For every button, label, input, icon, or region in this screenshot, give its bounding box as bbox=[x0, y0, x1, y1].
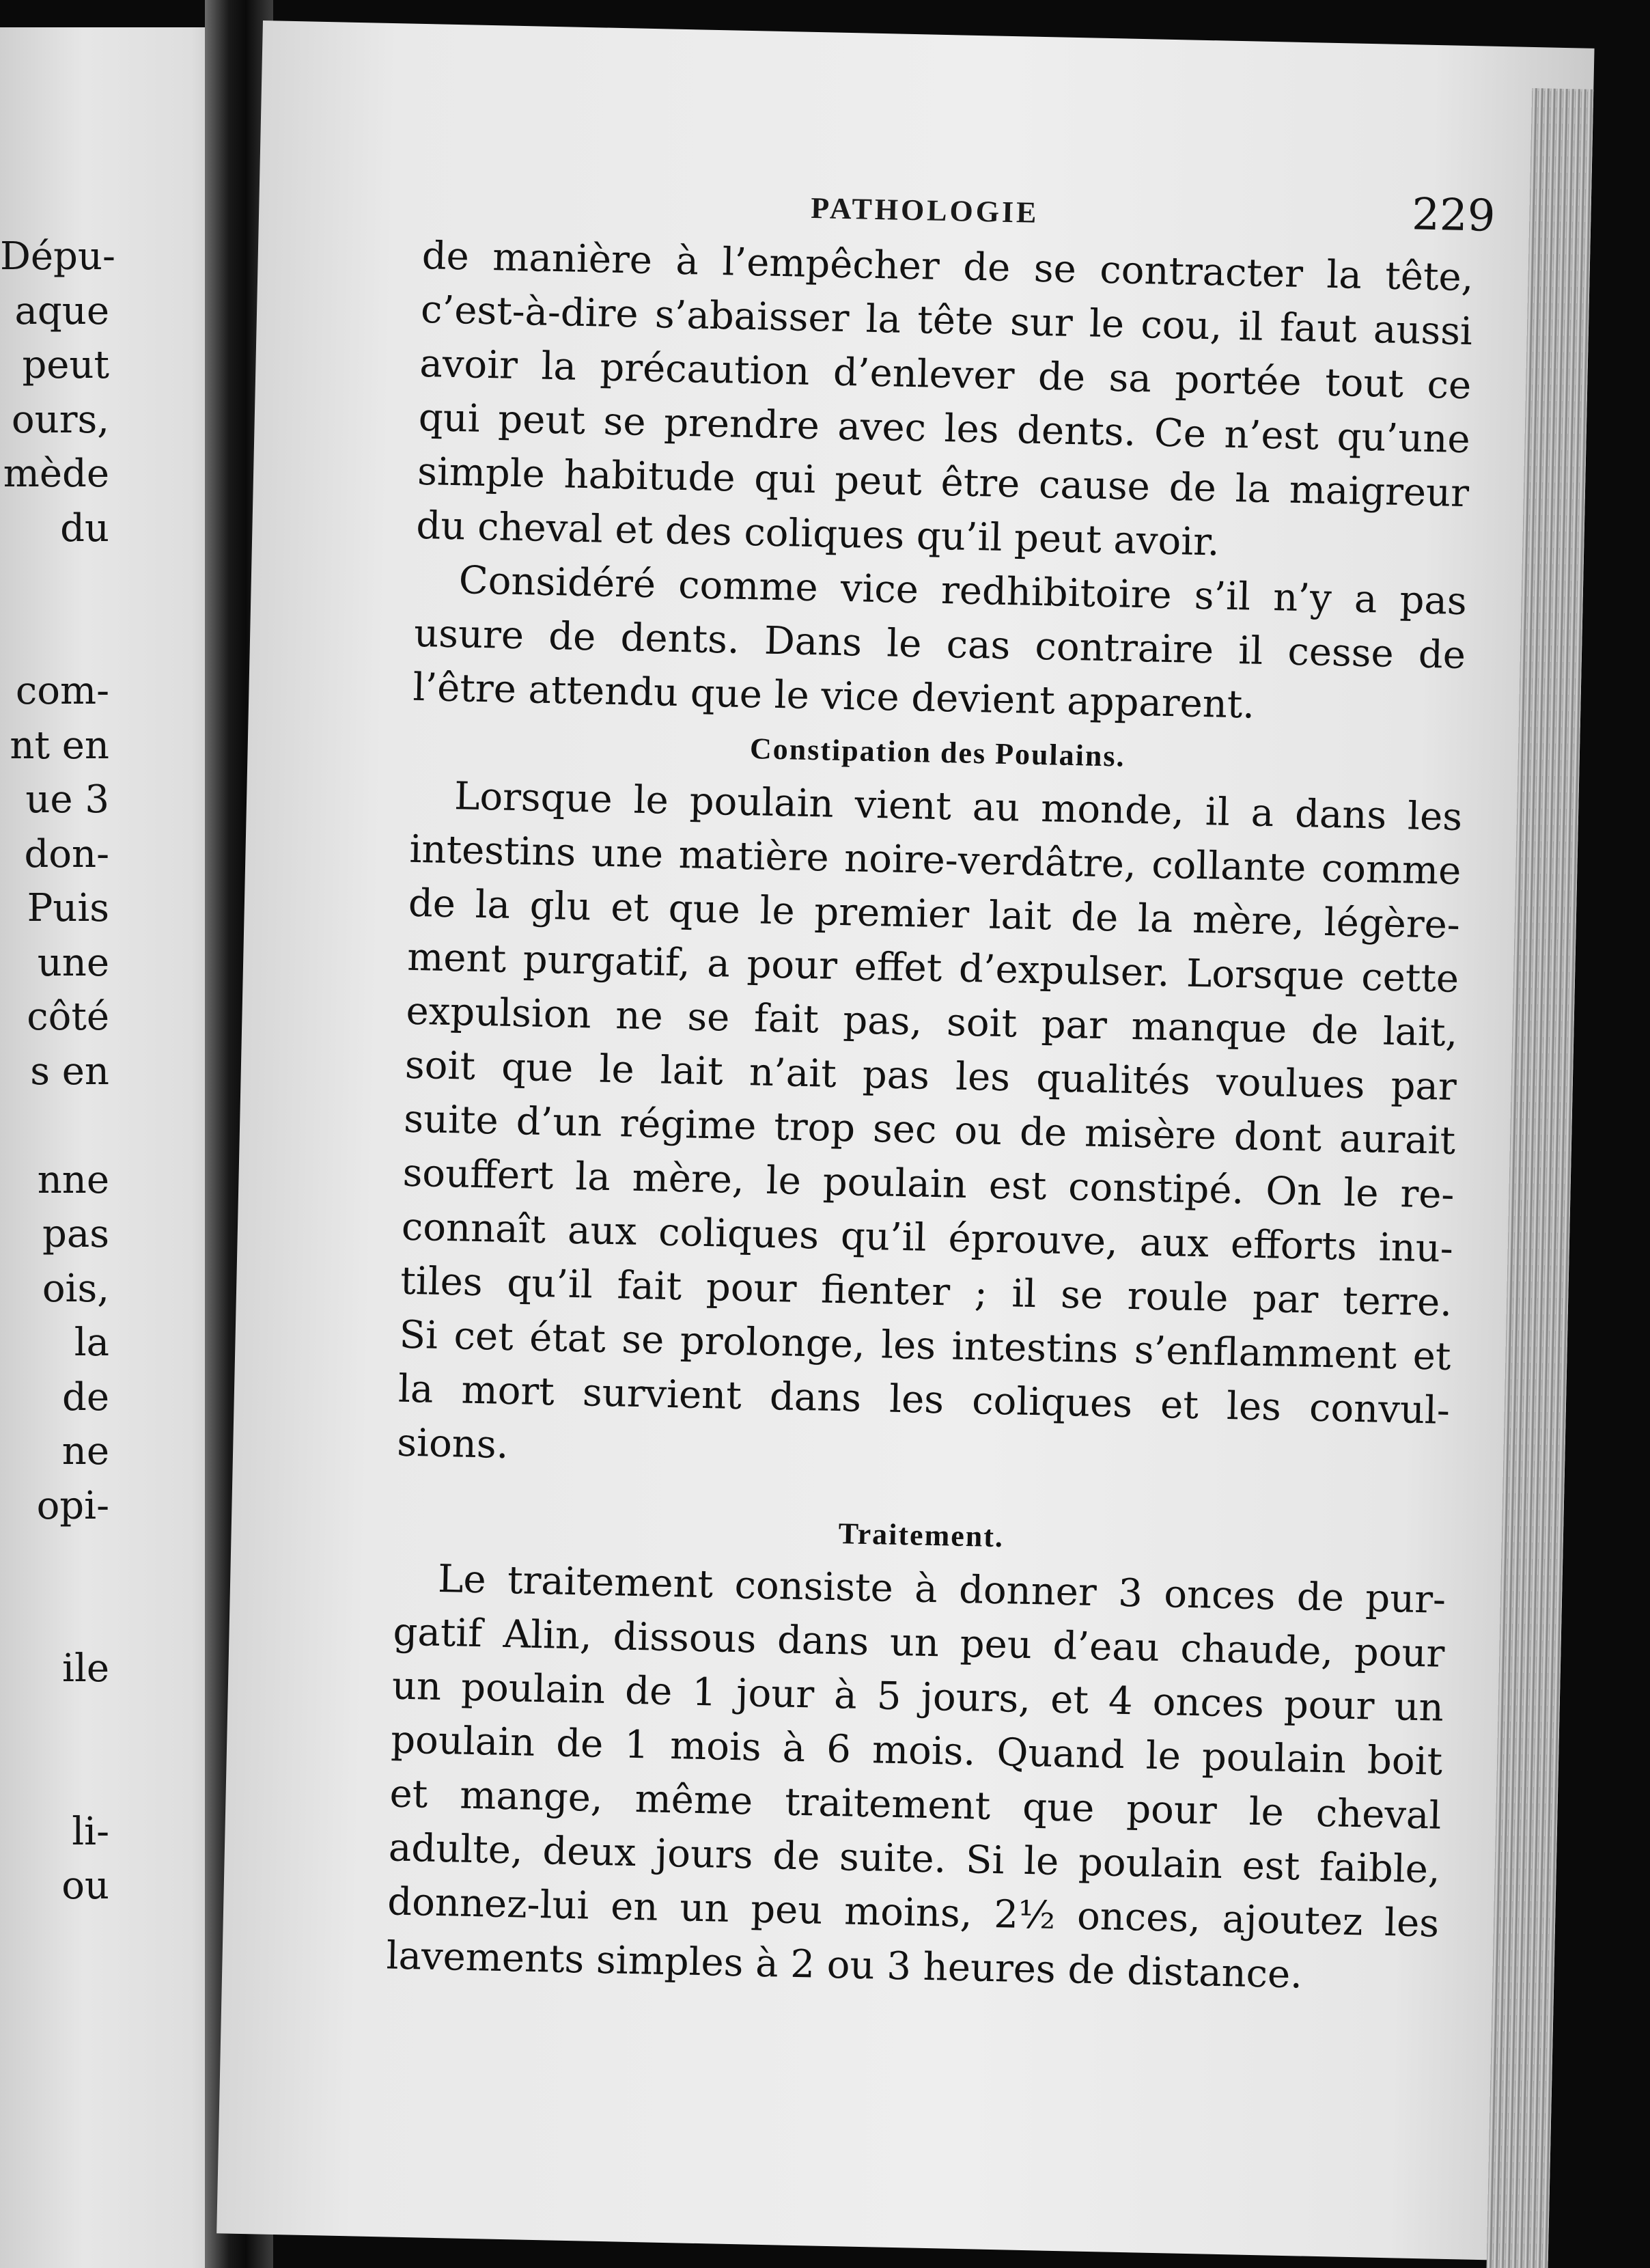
text-line: Si cet état se prolonge, les intestins s’enflamment et bbox=[399, 1312, 1452, 1379]
left-page-fragment: la bbox=[74, 1320, 109, 1365]
paragraph-3 bbox=[397, 769, 1463, 1492]
text-line: et mange, même traitement que pour le cheval bbox=[389, 1771, 1442, 1838]
text-line: gatif Alin, dissous dans un peu d’eau chaude, pour bbox=[392, 1609, 1445, 1676]
left-page-fragment: nne bbox=[37, 1157, 109, 1202]
text-line: c’est-à-dire s’abaisser la tête sur le cou, il faut aussi bbox=[420, 287, 1473, 355]
text-line: intestins une matière noire-verdâtre, collante comme bbox=[408, 827, 1462, 894]
left-page-fragment: ile bbox=[62, 1646, 109, 1691]
paragraph-4 bbox=[386, 1551, 1446, 2005]
left-page-fragment: une bbox=[37, 940, 109, 985]
left-page-fragment: mède bbox=[3, 452, 109, 496]
left-page-text-fragments bbox=[0, 230, 115, 1913]
left-page-fragment bbox=[0, 1750, 109, 1805]
left-page-fragment: com- bbox=[15, 669, 109, 713]
section-heading-constipation: Constipation des Poulains. bbox=[749, 732, 1126, 773]
left-page-fragment: ne bbox=[61, 1429, 109, 1474]
text-line: adulte, deux jours de suite. Si le poulain est faible, bbox=[388, 1825, 1441, 1892]
left-page-fragment: nt en bbox=[10, 723, 109, 768]
left-page-fragment: côté bbox=[27, 995, 109, 1039]
text-line: simple habitude qui peut être cause de la maigreur bbox=[417, 449, 1470, 516]
left-page bbox=[0, 27, 239, 2268]
left-page-fragment bbox=[0, 1588, 109, 1642]
page-body bbox=[386, 229, 1474, 2005]
section-heading-traitement: Traitement. bbox=[838, 1517, 1005, 1554]
text-line: connaît aux coliques qu’il éprouve, aux efforts inu- bbox=[401, 1204, 1454, 1271]
text-line: souffert la mère, le poulain est constipé. On le re- bbox=[402, 1150, 1455, 1217]
left-page-fragment: pas bbox=[42, 1212, 109, 1256]
left-page-fragment: s en bbox=[30, 1049, 109, 1094]
page-number: 229 bbox=[1411, 189, 1496, 242]
text-line: de manière à l’empêcher de se contracter la tête, bbox=[421, 233, 1474, 301]
text-line: qui peut se prendre avec les dents. Ce n’est qu’une bbox=[418, 395, 1471, 462]
left-page-fragment: peut bbox=[22, 343, 109, 387]
text-line: de la glu et que le premier lait de la mère, légère- bbox=[408, 881, 1461, 948]
left-page-fragment bbox=[0, 610, 109, 665]
left-page-fragment bbox=[0, 1098, 109, 1153]
left-page-fragment: ou bbox=[61, 1864, 109, 1908]
text-line: suite d’un régime trop sec ou de misère dont aurait bbox=[403, 1096, 1456, 1163]
left-page-fragment: ue 3 bbox=[25, 777, 109, 822]
text-line: poulain de 1 mois à 6 mois. Quand le poulain boit bbox=[390, 1717, 1443, 1784]
left-page-fragment: li- bbox=[72, 1809, 109, 1854]
text-line: expulsion ne se fait pas, soit par manque de lait, bbox=[405, 988, 1459, 1055]
text-line: Considéré comme vice redhibitoire s’il n’y a pas bbox=[458, 558, 1468, 624]
text-line: ment purgatif, a pour effet d’expulser. Lorsque cette bbox=[406, 935, 1459, 1001]
text-line: du cheval et des coliques qu’il peut avoir. bbox=[415, 503, 1220, 565]
left-page-fragment: Puis bbox=[27, 886, 109, 930]
text-line: Lorsque le poulain vient au monde, il a dans les bbox=[453, 774, 1463, 840]
book-page bbox=[216, 20, 1594, 2261]
paragraph-2 bbox=[412, 553, 1468, 736]
left-page-fragment: opi- bbox=[36, 1483, 109, 1528]
page-edges bbox=[1485, 88, 1593, 2268]
text-line: usure de dents. Dans le cas contraire il cesse de bbox=[413, 611, 1466, 678]
left-page-fragment bbox=[0, 1696, 109, 1751]
left-page-fragment: ours, bbox=[11, 397, 109, 442]
text-line: tiles qu’il fait pour fienter ; il se roule par terre. bbox=[400, 1258, 1453, 1325]
left-page-fragment bbox=[0, 1533, 109, 1588]
running-head: PATHOLOGIE bbox=[810, 191, 1039, 230]
left-page-fragment: de bbox=[62, 1374, 109, 1420]
paragraph-1 bbox=[416, 229, 1474, 575]
left-page-fragment: ois, bbox=[42, 1266, 109, 1311]
text-line: l’être attendu que le vice devient apparent. bbox=[412, 665, 1255, 728]
left-page-fragment bbox=[0, 555, 109, 610]
text-line: donnez-lui en un peu moins, 2½ onces, ajoutez les bbox=[387, 1879, 1440, 1946]
left-page-fragment: Dépu- bbox=[0, 234, 115, 279]
text-line: lavements simples à 2 ou 3 heures de distance. bbox=[386, 1933, 1303, 1997]
text-line: sions. bbox=[396, 1420, 509, 1467]
text-line: soit que le lait n’ait pas les qualités voulues par bbox=[404, 1042, 1457, 1109]
left-page-fragment: don- bbox=[24, 831, 109, 876]
left-page-fragment: aque bbox=[14, 288, 109, 333]
text-line: la mort survient dans les coliques et les convul- bbox=[397, 1366, 1451, 1433]
left-page-fragment: du bbox=[60, 506, 109, 551]
text-line: avoir la précaution d’enlever de sa portée tout ce bbox=[419, 341, 1472, 409]
text-line: Le traitement consiste à donner 3 onces de pur- bbox=[437, 1556, 1446, 1622]
text-line: un poulain de 1 jour à 5 jours, et 4 onces pour un bbox=[391, 1663, 1444, 1730]
